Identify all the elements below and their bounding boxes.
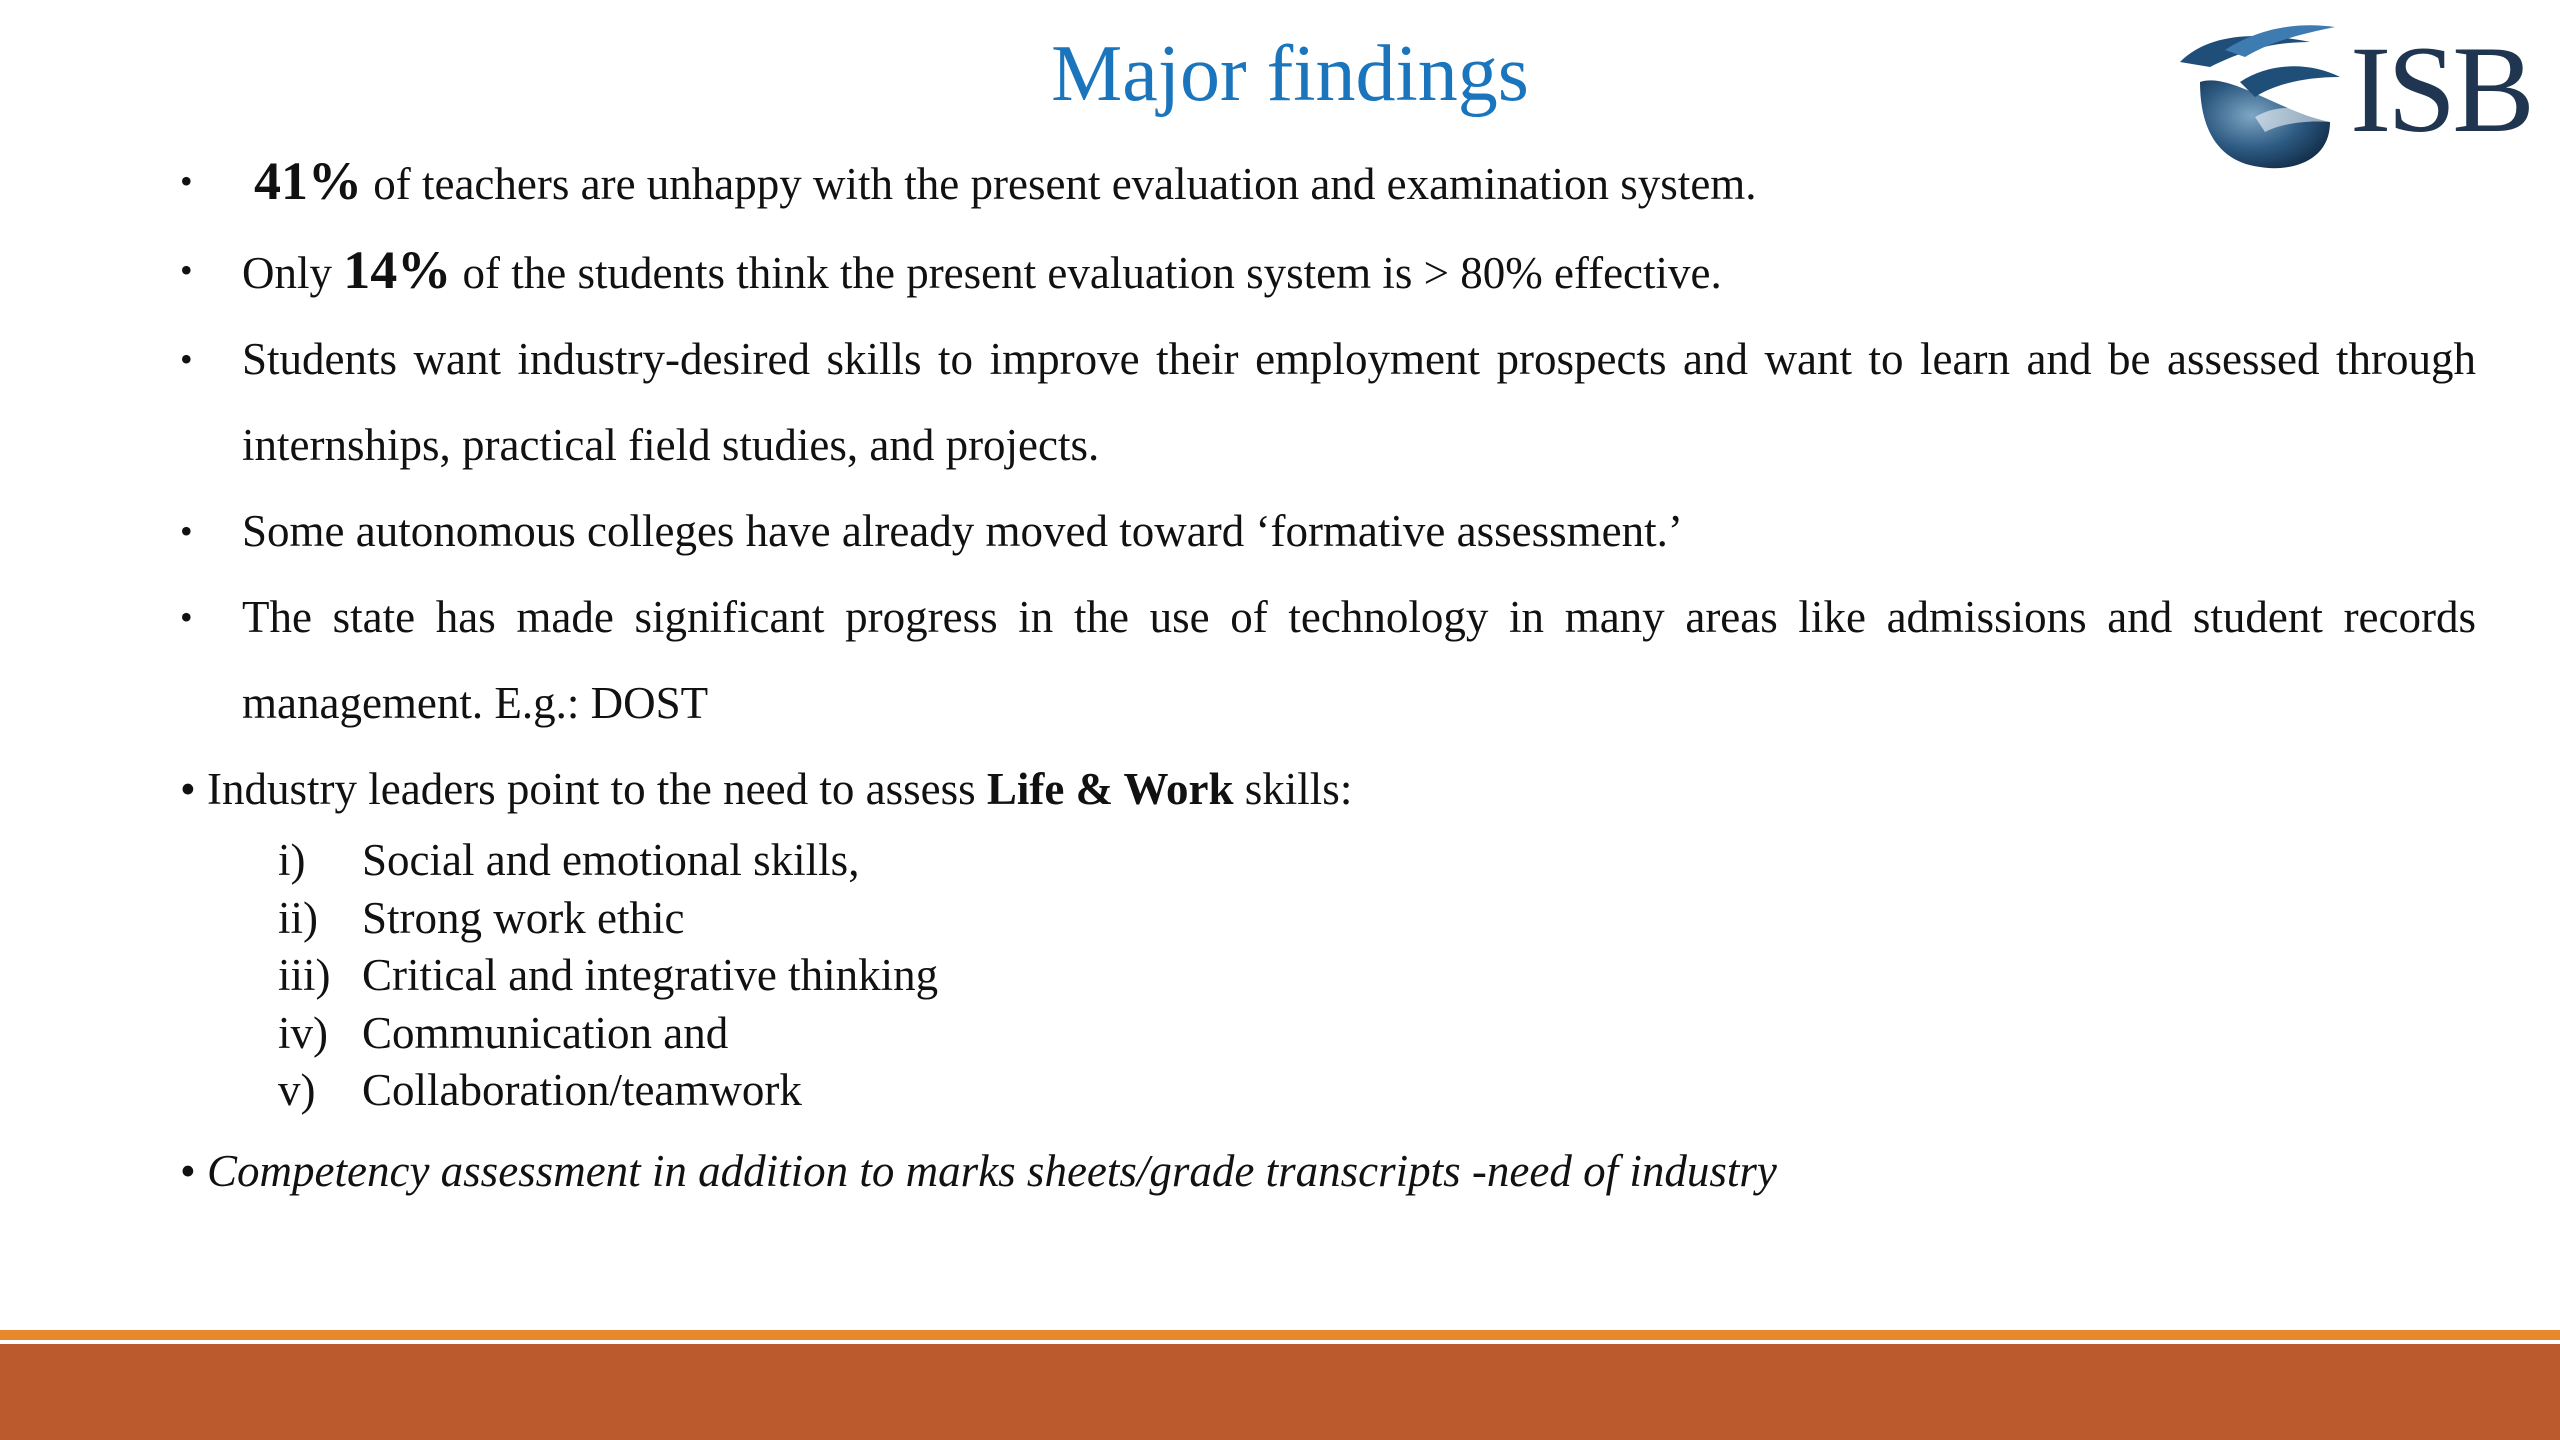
industry-lead-text: Industry leaders point to the need to assess	[195, 764, 987, 814]
list-number: iii)	[278, 950, 331, 1000]
list-item	[278, 890, 2476, 948]
list-item	[278, 1005, 2476, 1063]
finding-item	[180, 574, 2476, 746]
footer-band	[0, 1344, 2560, 1440]
industry-tail-text: skills:	[1233, 764, 1353, 814]
list-item	[278, 1062, 2476, 1120]
finding-item	[180, 488, 2476, 574]
finding-text: Students want industry-desired skills to improve their employment prospects and want to learn and be assessed through internships, practical field studies, and projects.	[242, 334, 2476, 470]
stat-value: 14%	[343, 240, 452, 300]
skill-label: Critical and integrative thinking	[362, 950, 939, 1000]
bullet-marker: •	[180, 1145, 196, 1196]
list-item	[278, 947, 2476, 1005]
skill-label: Social and emotional skills,	[362, 835, 860, 885]
closing-finding	[180, 1128, 2476, 1214]
skill-label: Strong work ethic	[362, 892, 685, 943]
footer-accent-line	[0, 1330, 2560, 1340]
finding-item	[180, 138, 2476, 227]
bullet-marker: •	[180, 597, 193, 637]
list-number: i)	[278, 835, 306, 885]
finding-text: of teachers are unhappy with the present evaluation and examination system.	[362, 159, 1757, 209]
finding-text: Some autonomous colleges have already moved toward ‘formative assessment.’	[242, 506, 1683, 556]
skills-list	[278, 832, 2476, 1120]
isb-logo-text: ISB	[2350, 21, 2531, 158]
skill-label: Collaboration/teamwork	[362, 1065, 802, 1115]
bullet-marker: •	[180, 161, 193, 201]
stat-value: 41%	[254, 151, 362, 211]
list-item	[278, 832, 2476, 890]
findings-content	[180, 138, 2476, 1214]
finding-lead: Only	[242, 248, 344, 298]
closing-text: Competency assessment in addition to marks sheets/grade transcripts -need of industry	[195, 1145, 1777, 1196]
bullet-marker: •	[180, 511, 193, 551]
finding-item	[180, 227, 2476, 316]
list-number: ii)	[278, 892, 318, 943]
bullet-marker: •	[180, 250, 193, 290]
industry-bold-text: Life & Work	[986, 764, 1234, 814]
finding-text: of the students think the present evaluation system is > 80% effective.	[451, 248, 1722, 298]
list-number: v)	[278, 1065, 316, 1115]
bullet-marker: •	[180, 339, 193, 379]
bullet-marker: •	[180, 764, 196, 814]
list-number: iv)	[278, 1007, 328, 1058]
industry-skills-intro	[180, 746, 2476, 832]
finding-item	[180, 316, 2476, 488]
finding-text: The state has made significant progress in the use of technology in many areas like admissions and student records management. E.g.: DOST	[242, 592, 2476, 728]
slide-title: Major findings	[1051, 30, 1529, 118]
skill-label: Communication and	[362, 1007, 729, 1058]
